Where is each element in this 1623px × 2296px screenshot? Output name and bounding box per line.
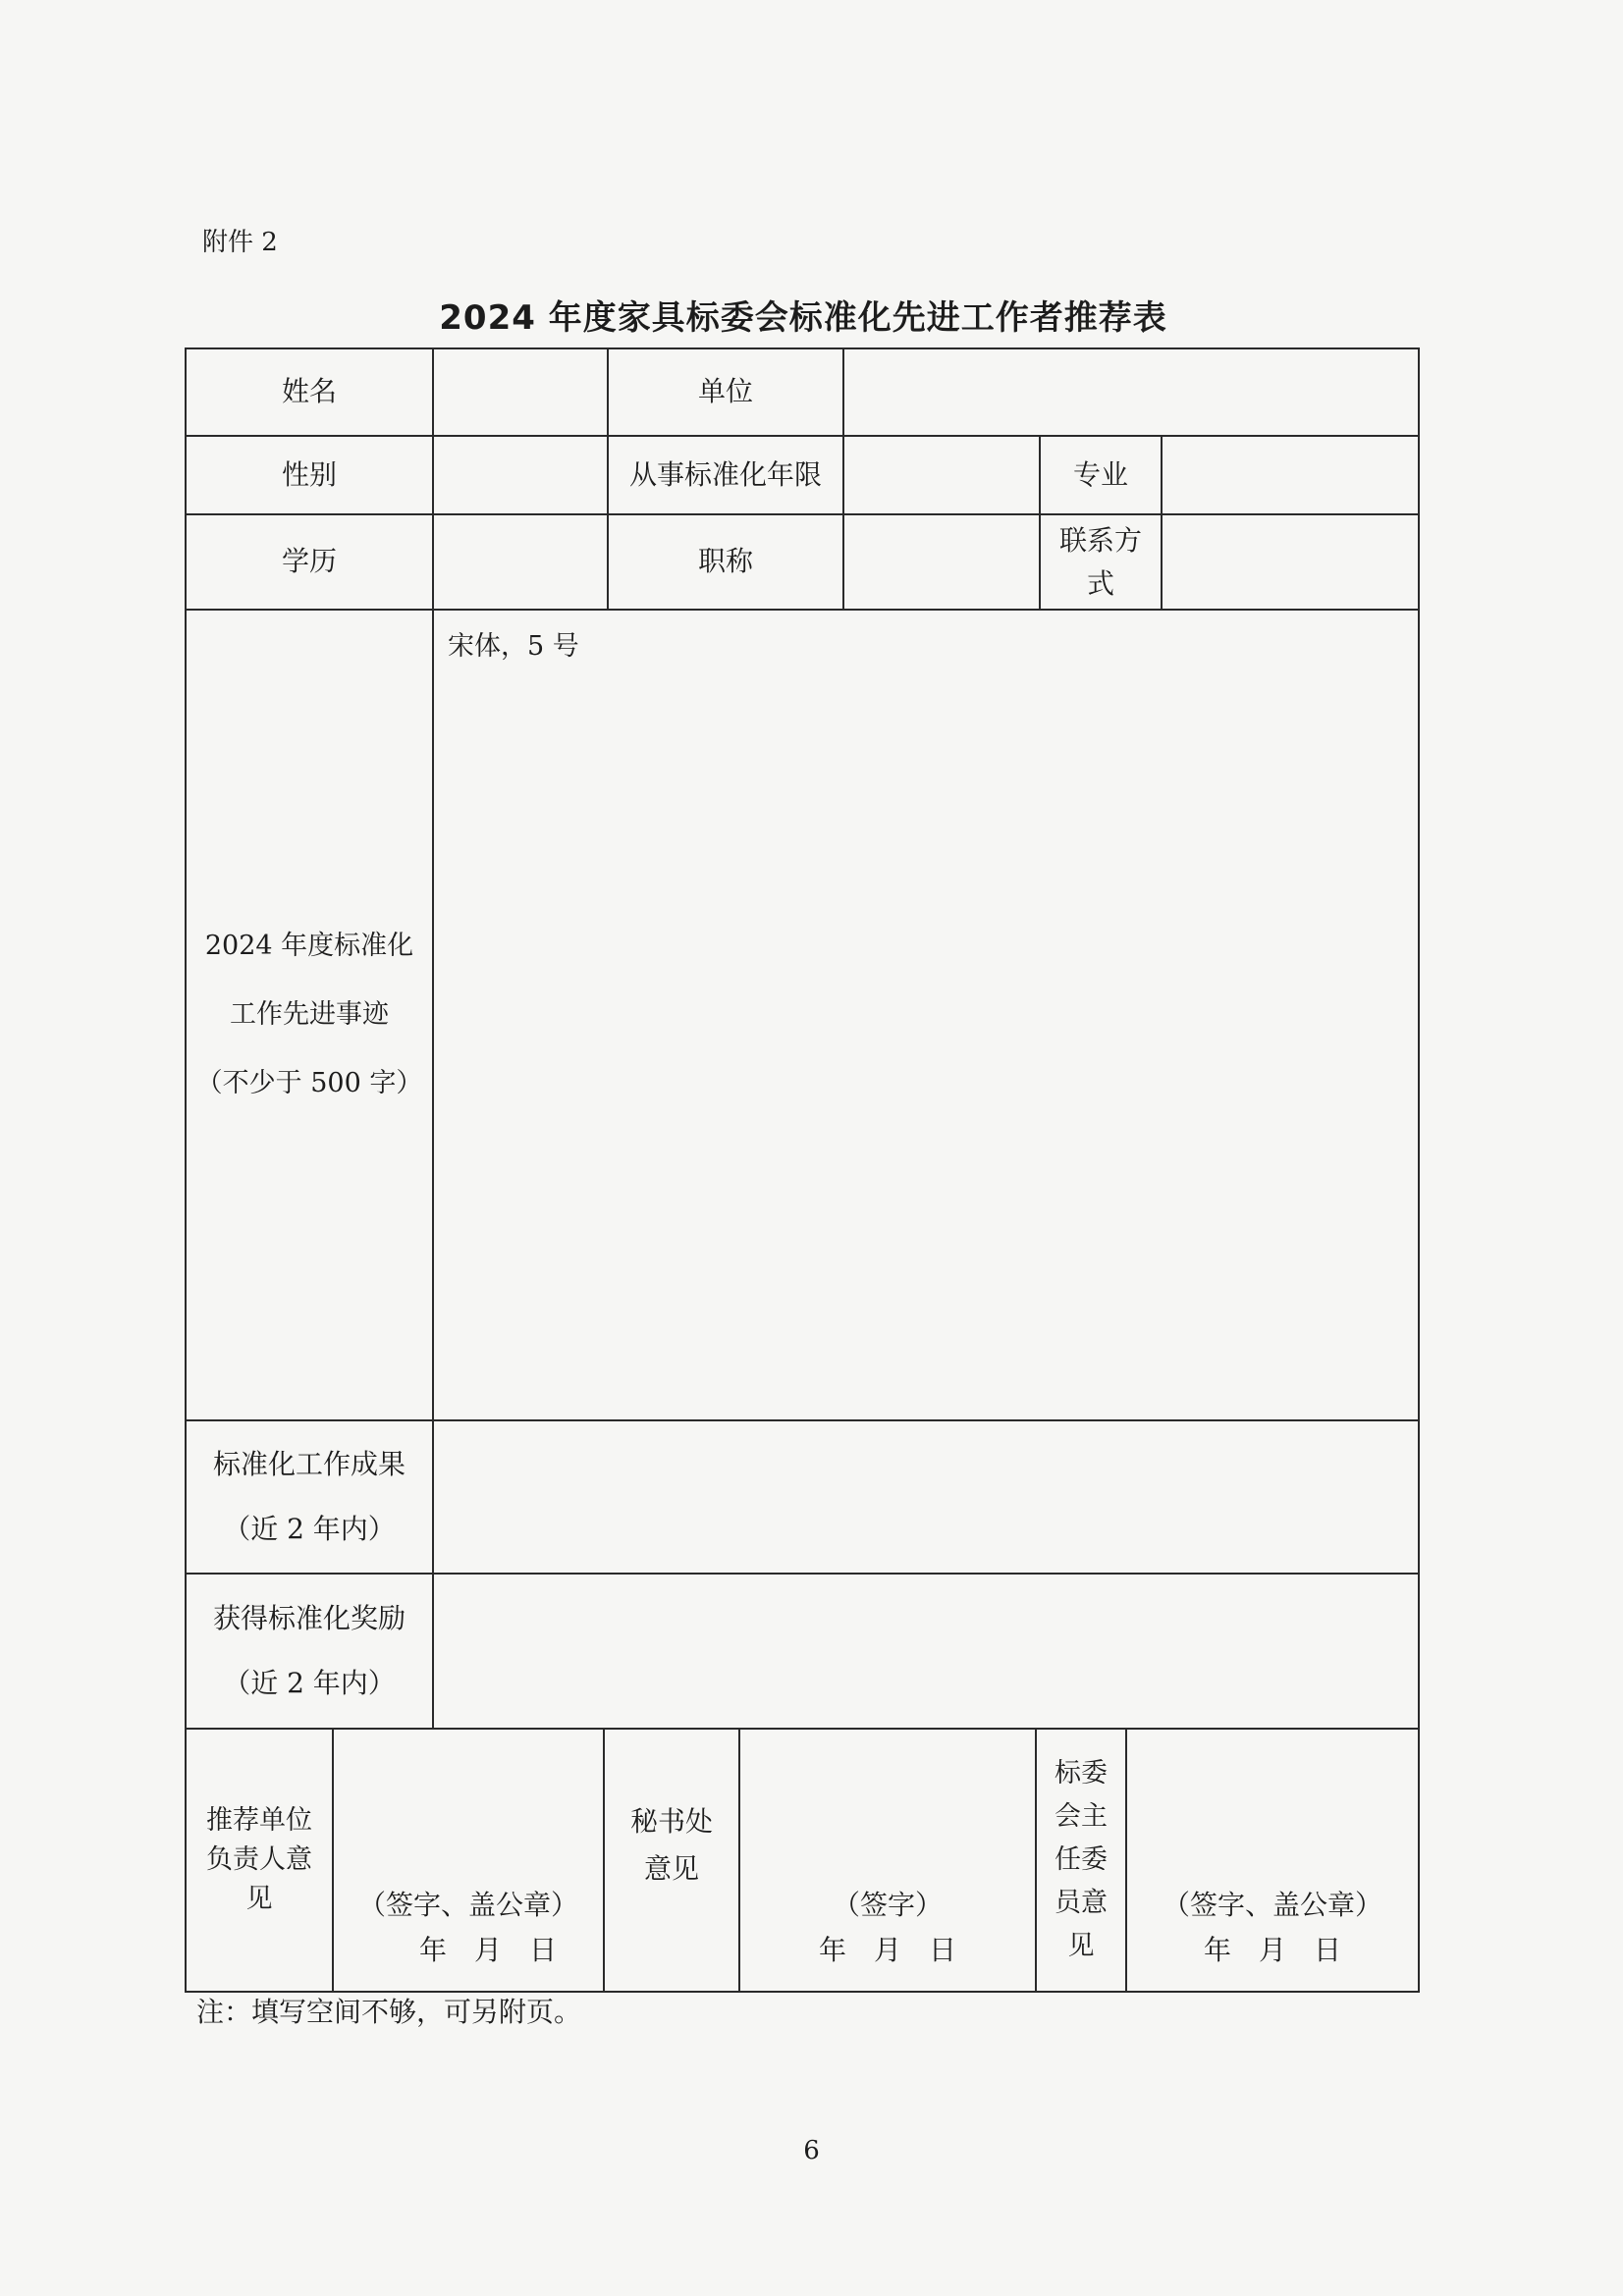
- gender-field[interactable]: [434, 437, 607, 513]
- recommender-label-line: 负责人意: [206, 1844, 312, 1875]
- page-number: 6: [803, 2136, 820, 2165]
- secretariat-opinion-label: [605, 1730, 738, 1961]
- awards-field[interactable]: [434, 1575, 1418, 1728]
- deeds-label-line: （不少于 500 字）: [195, 1068, 423, 1098]
- committee-label-line: 员意: [1055, 1888, 1108, 1918]
- font-note: 宋体，5 号: [448, 631, 579, 662]
- secretariat-date: 年 月 日: [818, 1934, 956, 1966]
- achievements-field[interactable]: [434, 1421, 1418, 1573]
- recommender-opinion-label: [187, 1730, 332, 1991]
- recommender-signature-block: [334, 1883, 603, 1973]
- name-field[interactable]: [434, 349, 607, 435]
- secretariat-sign-note: （签字）: [832, 1889, 943, 1921]
- committee-label-line: 见: [1067, 1931, 1095, 1961]
- name-label: 姓名: [281, 375, 337, 408]
- committee-sign-note: （签字、盖公章）: [1162, 1889, 1382, 1921]
- deeds-label-line: 2024 年度标准化: [204, 931, 414, 961]
- committee-label-line: 标委: [1055, 1758, 1108, 1789]
- job-title-field[interactable]: [844, 515, 1039, 609]
- awards-label-line: 获得标准化奖励: [212, 1602, 406, 1634]
- table-border-right: [1418, 347, 1420, 1993]
- recommender-label-line: 推荐单位: [206, 1805, 312, 1836]
- secretariat-label-line: 意见: [643, 1852, 699, 1885]
- awards-label: [187, 1575, 432, 1728]
- attachment-label: 附件 2: [202, 228, 278, 257]
- committee-label-line: 任委: [1055, 1844, 1108, 1875]
- education-field[interactable]: [434, 515, 607, 609]
- committee-opinion-label: [1037, 1730, 1125, 1991]
- footnote: 注：填写空间不够，可另附页。: [196, 1996, 582, 2028]
- achievements-label-line: （近 2 年内）: [223, 1513, 396, 1545]
- gender-label: 性别: [281, 457, 337, 491]
- deeds-field[interactable]: [434, 611, 1418, 1419]
- document-title: 2024 年度家具标委会标准化先进工作者推荐表: [439, 298, 1167, 338]
- years-label: 从事标准化年限: [628, 457, 822, 491]
- committee-label-line: 会主: [1055, 1801, 1108, 1832]
- unit-label: 单位: [697, 375, 753, 408]
- deeds-label-line: 工作先进事迹: [230, 999, 389, 1030]
- deeds-label: [187, 611, 432, 1419]
- contact-label-line: 联系方: [1058, 523, 1142, 557]
- unit-field[interactable]: [844, 349, 1418, 435]
- job-title-label: 职称: [697, 545, 753, 578]
- contact-label-line: 式: [1086, 566, 1114, 600]
- committee-signature-block: [1127, 1883, 1418, 1973]
- recommender-sign-note: （签字、盖公章）: [357, 1889, 578, 1921]
- achievements-label: [187, 1421, 432, 1573]
- recommender-date: 年 月 日: [418, 1934, 557, 1966]
- education-label: 学历: [281, 545, 337, 578]
- secretariat-label-line: 秘书处: [629, 1805, 713, 1838]
- years-field[interactable]: [844, 437, 1039, 513]
- contact-label: [1041, 515, 1161, 609]
- secretariat-signature-block: [740, 1883, 1035, 1973]
- major-field[interactable]: [1163, 437, 1418, 513]
- committee-date: 年 月 日: [1203, 1934, 1341, 1966]
- contact-field[interactable]: [1163, 515, 1418, 609]
- achievements-label-line: 标准化工作成果: [212, 1448, 406, 1480]
- major-label: 专业: [1072, 457, 1128, 491]
- awards-label-line: （近 2 年内）: [223, 1667, 396, 1699]
- recommender-label-line: 见: [245, 1884, 273, 1914]
